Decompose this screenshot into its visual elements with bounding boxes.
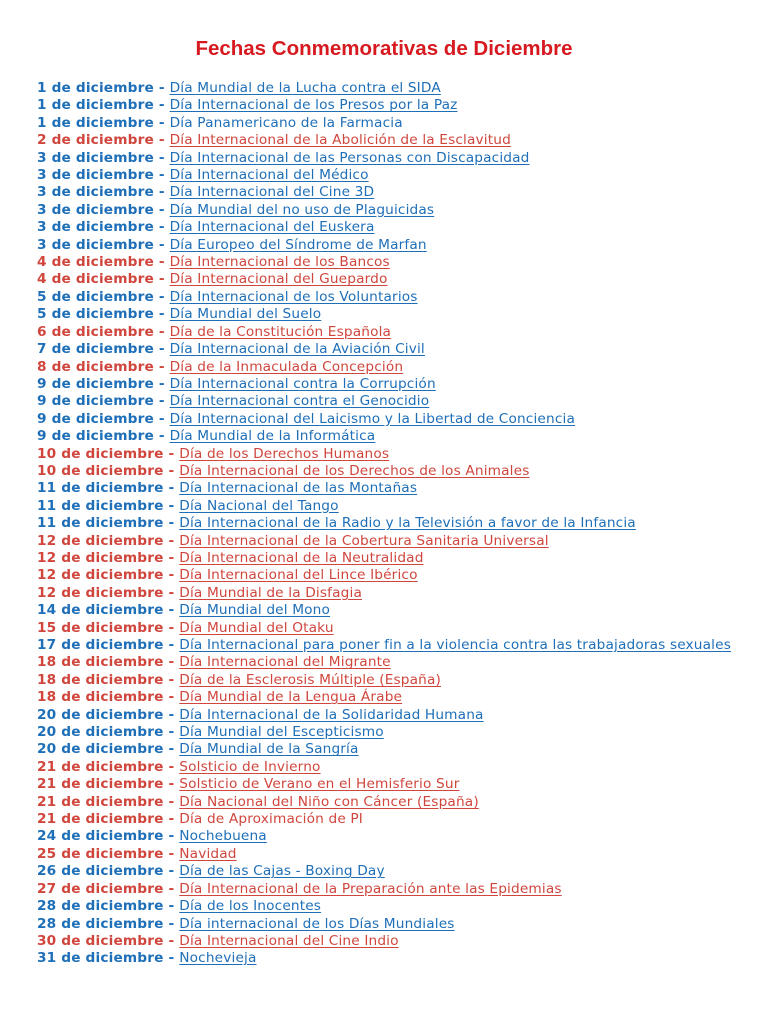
- list-item: [37, 811, 749, 828]
- entry-separator: -: [163, 671, 180, 688]
- entry-separator: -: [163, 637, 180, 653]
- list-item: [37, 271, 749, 288]
- entry-event-link[interactable]: Día Mundial de la Lucha contra el SIDA: [169, 80, 441, 96]
- entry-separator: -: [153, 410, 170, 427]
- entry-separator: -: [163, 915, 180, 932]
- entry-date: 21 de diciembre: [37, 776, 164, 793]
- entry-date: 21 de diciembre: [37, 793, 164, 810]
- entry-separator: -: [163, 828, 180, 845]
- entry-date: 17 de diciembre: [37, 637, 164, 653]
- entry-event-link[interactable]: Día Internacional del Laicismo y la Libertad de Conciencia: [169, 410, 575, 427]
- list-item: [37, 184, 749, 201]
- entry-event-link[interactable]: Día Internacional de los Bancos: [169, 254, 390, 271]
- entry-event-link[interactable]: Día de la Constitución Española: [169, 323, 392, 340]
- list-item: [37, 80, 749, 97]
- entry-date: 3 de diciembre: [37, 219, 154, 236]
- entry-event-link[interactable]: Día Internacional del Guepardo: [169, 271, 388, 288]
- list-item: [37, 759, 749, 776]
- entry-date: 3 de diciembre: [37, 184, 154, 201]
- entry-event-link[interactable]: Día Internacional contra el Genocidio: [169, 393, 430, 410]
- list-item: [37, 150, 749, 167]
- entry-date: 5 de diciembre: [37, 306, 154, 323]
- list-item: [37, 620, 749, 637]
- list-item: [37, 341, 749, 358]
- list-item: [37, 393, 749, 410]
- entry-event-link[interactable]: Solsticio de Invierno: [179, 758, 321, 775]
- entry-date: 20 de diciembre: [37, 741, 164, 758]
- entry-separator: -: [153, 323, 170, 340]
- entry-date: 5 de diciembre: [37, 288, 154, 305]
- entry-event-link[interactable]: Día Internacional de los Presos por la Paz: [169, 97, 458, 114]
- entry-event-link[interactable]: Día Mundial del Escepticismo: [179, 724, 384, 741]
- entry-event-link[interactable]: Día Internacional del Lince Ibérico: [179, 567, 418, 584]
- entry-separator: -: [163, 532, 180, 549]
- entry-separator: -: [163, 811, 180, 828]
- entry-separator: -: [163, 863, 180, 880]
- entry-separator: -: [163, 497, 180, 514]
- list-item: [37, 219, 749, 236]
- entry-date: 31 de diciembre: [37, 950, 164, 967]
- entry-event-link[interactable]: Día Internacional contra la Corrupción: [169, 375, 436, 392]
- entry-event-link[interactable]: Día Mundial de la Lengua Árabe: [179, 689, 403, 706]
- list-item: [37, 567, 749, 584]
- page-title: Fechas Conmemorativas de Diciembre: [195, 37, 573, 60]
- entry-separator: -: [163, 845, 180, 862]
- list-item: [37, 132, 749, 149]
- entry-date: 26 de diciembre: [37, 863, 164, 880]
- list-item: [37, 898, 749, 915]
- entry-separator: -: [163, 445, 180, 462]
- entry-date: 4 de diciembre: [37, 254, 154, 271]
- entry-separator: -: [163, 480, 180, 497]
- entry-event-link[interactable]: Día Internacional de los Voluntarios: [169, 288, 418, 305]
- entry-event-link[interactable]: Nochebuena: [179, 828, 267, 845]
- list-item: [37, 550, 749, 567]
- entry-separator: -: [153, 184, 170, 201]
- list-item: [37, 324, 749, 341]
- list-item: [37, 828, 749, 845]
- entry-date: 12 de diciembre: [37, 584, 164, 601]
- entry-event-link[interactable]: Día Internacional de los Derechos de los Animales: [179, 462, 530, 479]
- entry-date: 1 de diciembre: [37, 97, 154, 114]
- list-item: [37, 585, 749, 602]
- list-item: [37, 289, 749, 306]
- entry-date: 8 de diciembre: [37, 358, 154, 375]
- entry-event-link: Día Panamericano de la Farmacia: [169, 114, 403, 131]
- entry-separator: -: [163, 549, 180, 566]
- entry-separator: -: [163, 880, 180, 897]
- list-item: [37, 724, 749, 741]
- list-item: [37, 741, 749, 758]
- list-item: [37, 654, 749, 671]
- list-item: [37, 794, 749, 811]
- entry-separator: -: [163, 515, 180, 532]
- entry-date: 25 de diciembre: [37, 845, 164, 862]
- entry-event-link[interactable]: Día Internacional de la Aviación Civil: [169, 341, 425, 358]
- dates-list: [37, 80, 749, 968]
- entry-separator: -: [163, 584, 180, 601]
- entry-event-link[interactable]: Día Internacional del Médico: [169, 167, 369, 184]
- entry-event-link[interactable]: Día Internacional de la Preparación ante las Epidemias: [179, 880, 562, 897]
- entry-separator: -: [163, 776, 180, 793]
- entry-separator: -: [153, 358, 170, 375]
- list-item: [37, 463, 749, 480]
- entry-date: 9 de diciembre: [37, 375, 154, 392]
- entry-separator: -: [163, 462, 180, 479]
- entry-event-link[interactable]: Día Internacional de la Cobertura Sanitaria Universal: [179, 532, 549, 549]
- entry-event-link[interactable]: Día Nacional del Tango: [179, 497, 339, 514]
- entry-event-link[interactable]: Día Internacional de la Neutralidad: [179, 549, 424, 566]
- entry-date: 10 de diciembre: [37, 462, 164, 479]
- entry-separator: -: [153, 114, 170, 131]
- list-item: [37, 707, 749, 724]
- entry-date: 1 de diciembre: [37, 114, 154, 131]
- entry-separator: -: [163, 932, 180, 949]
- entry-date: 6 de diciembre: [37, 323, 154, 340]
- list-item: [37, 411, 749, 428]
- entry-event-link[interactable]: Día Internacional de las Montañas: [179, 480, 418, 497]
- entry-event-link[interactable]: Nochevieja: [179, 950, 257, 967]
- list-item: [37, 115, 749, 132]
- entry-separator: -: [153, 288, 170, 305]
- entry-separator: -: [163, 654, 180, 671]
- entry-separator: -: [153, 236, 170, 253]
- entry-event-link[interactable]: Día Mundial del Mono: [179, 602, 331, 619]
- list-item: [37, 846, 749, 863]
- entry-event-link[interactable]: Navidad: [179, 845, 237, 862]
- entry-date: 24 de diciembre: [37, 828, 164, 845]
- entry-date: 28 de diciembre: [37, 898, 164, 915]
- list-item: [37, 672, 749, 689]
- entry-date: 14 de diciembre: [37, 602, 164, 619]
- entry-date: 11 de diciembre: [37, 480, 164, 497]
- entry-date: 3 de diciembre: [37, 149, 154, 166]
- list-item: [37, 515, 749, 532]
- entry-date: 30 de diciembre: [37, 932, 164, 949]
- entry-event-link[interactable]: Día Internacional de las Personas con Discapacidad: [169, 149, 530, 166]
- entry-event-link[interactable]: Día Mundial de la Informática: [169, 428, 376, 445]
- entry-event-link[interactable]: Día Internacional del Migrante: [179, 654, 391, 671]
- entry-separator: -: [163, 898, 180, 915]
- entry-separator: -: [163, 758, 180, 775]
- list-item: [37, 689, 749, 706]
- entry-date: 21 de diciembre: [37, 758, 164, 775]
- entry-separator: -: [153, 428, 170, 445]
- list-item: [37, 498, 749, 515]
- entry-date: 28 de diciembre: [37, 915, 164, 932]
- entry-separator: -: [153, 80, 170, 96]
- entry-date: 11 de diciembre: [37, 497, 164, 514]
- list-item: [37, 602, 749, 619]
- entry-event-link[interactable]: Día Europeo del Síndrome de Marfan: [169, 236, 427, 253]
- entry-separator: -: [163, 793, 180, 810]
- entry-event-link[interactable]: Día de la Inmaculada Concepción: [169, 358, 404, 375]
- entry-event-link[interactable]: Día Mundial del Suelo: [169, 306, 322, 323]
- entry-separator: -: [163, 619, 180, 636]
- entry-separator: -: [163, 950, 180, 967]
- entry-separator: -: [153, 219, 170, 236]
- entry-event-link[interactable]: Día internacional de los Días Mundiales: [179, 915, 455, 932]
- entry-date: 18 de diciembre: [37, 689, 164, 706]
- list-item: [37, 916, 749, 933]
- entry-date: 27 de diciembre: [37, 880, 164, 897]
- list-item: [37, 950, 749, 967]
- entry-event-link[interactable]: Solsticio de Verano en el Hemisferio Sur: [179, 776, 460, 793]
- entry-date: 20 de diciembre: [37, 724, 164, 741]
- entry-date: 12 de diciembre: [37, 567, 164, 584]
- entry-separator: -: [163, 689, 180, 706]
- entry-separator: -: [153, 97, 170, 114]
- entry-date: 10 de diciembre: [37, 445, 164, 462]
- list-item: [37, 97, 749, 114]
- entry-event-link[interactable]: Día Mundial de la Sangría: [179, 741, 359, 758]
- list-item: [37, 446, 749, 463]
- entry-separator: -: [163, 706, 180, 723]
- entry-date: 21 de diciembre: [37, 811, 164, 828]
- entry-date: 2 de diciembre: [37, 132, 154, 149]
- entry-event-link[interactable]: Día Mundial del no uso de Plaguicidas: [169, 201, 435, 218]
- entry-event-link[interactable]: Día de las Cajas - Boxing Day: [179, 863, 385, 880]
- entry-event-link[interactable]: Día de los Inocentes: [179, 898, 322, 915]
- list-item: [37, 376, 749, 393]
- entry-event-link[interactable]: Día Mundial de la Disfagia: [179, 584, 362, 601]
- list-item: [37, 306, 749, 323]
- entry-event-link[interactable]: Día Internacional de la Abolición de la Esclavitud: [169, 132, 511, 149]
- entry-separator: -: [153, 271, 170, 288]
- list-item: [37, 254, 749, 271]
- entry-separator: -: [163, 567, 180, 584]
- entry-event-link[interactable]: Día Mundial del Otaku: [179, 619, 334, 636]
- entry-separator: -: [153, 306, 170, 323]
- entry-separator: -: [163, 602, 180, 619]
- entry-date: 12 de diciembre: [37, 532, 164, 549]
- list-item: [37, 863, 749, 880]
- entry-separator: -: [153, 393, 170, 410]
- entry-event-link[interactable]: Día Internacional de la Radio y la Televisión a favor de la Infancia: [179, 515, 636, 532]
- entry-event-link[interactable]: Día de la Esclerosis Múltiple (España): [179, 671, 442, 688]
- entry-date: 15 de diciembre: [37, 619, 164, 636]
- entry-event-link[interactable]: Día Internacional del Cine 3D: [169, 184, 375, 201]
- entry-event-link[interactable]: Día Internacional del Euskera: [169, 219, 375, 236]
- list-item: [37, 480, 749, 497]
- list-item: [37, 776, 749, 793]
- entry-separator: -: [153, 254, 170, 271]
- entry-date: 3 de diciembre: [37, 236, 154, 253]
- entry-date: 4 de diciembre: [37, 271, 154, 288]
- entry-event-link[interactable]: Día de los Derechos Humanos: [179, 445, 390, 462]
- entry-date: 12 de diciembre: [37, 549, 164, 566]
- entry-date: 3 de diciembre: [37, 167, 154, 184]
- entry-date: 3 de diciembre: [37, 201, 154, 218]
- entry-separator: -: [153, 132, 170, 149]
- entry-separator: -: [153, 375, 170, 392]
- entry-event-link: Día de Aproximación de PI: [179, 811, 363, 828]
- list-item: [37, 933, 749, 950]
- entry-event-link[interactable]: Día Internacional de la Solidaridad Humana: [179, 706, 484, 723]
- entry-separator: -: [153, 201, 170, 218]
- list-item: [37, 637, 749, 654]
- list-item: [37, 881, 749, 898]
- entry-separator: -: [153, 341, 170, 358]
- entry-date: 18 de diciembre: [37, 671, 164, 688]
- entry-date: 9 de diciembre: [37, 428, 154, 445]
- entry-date: 20 de diciembre: [37, 706, 164, 723]
- list-item: [37, 167, 749, 184]
- entry-event-link[interactable]: Día Internacional del Cine Indio: [179, 932, 399, 949]
- entry-date: 9 de diciembre: [37, 393, 154, 410]
- list-item: [37, 359, 749, 376]
- entry-separator: -: [163, 724, 180, 741]
- entry-separator: -: [153, 167, 170, 184]
- entry-date: 18 de diciembre: [37, 654, 164, 671]
- list-item: [37, 533, 749, 550]
- entry-separator: -: [163, 741, 180, 758]
- list-item: [37, 237, 749, 254]
- entry-event-link[interactable]: Día Nacional del Niño con Cáncer (España): [179, 793, 479, 810]
- entry-date: 11 de diciembre: [37, 515, 164, 532]
- list-item: [37, 428, 749, 445]
- entry-date: 7 de diciembre: [37, 341, 154, 358]
- entry-separator: -: [153, 149, 170, 166]
- list-item: [37, 202, 749, 219]
- entry-date: 1 de diciembre: [37, 80, 154, 96]
- entry-event-link[interactable]: Día Internacional para poner fin a la violencia contra las trabajadoras sexuales: [179, 637, 731, 653]
- entry-date: 9 de diciembre: [37, 410, 154, 427]
